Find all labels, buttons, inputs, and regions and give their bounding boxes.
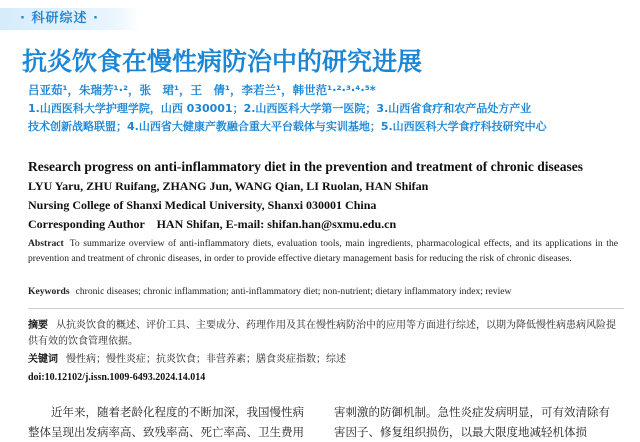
body-text-left-column: 近年来，随着老龄化程度的不断加深，我国慢性病整体呈现出发病率高、致残率高、死亡率高、卫生费用 — [28, 405, 304, 439]
authors-en: LYU Yaru, ZHU Ruifang, ZHANG Jun, WANG Qian, LI Ruolan, HAN Shifan — [28, 179, 429, 193]
keywords-en-text: chronic diseases; chronic inflammation; anti-inflammatory diet; non-nutrient; dietary inflammatory index; review — [75, 286, 512, 297]
affiliation-line: 1.山西医科大学护理学院，山西 030001；2.山西医科大学第一医院；3.山西省食疗和农产品处方产业 — [28, 102, 532, 115]
abstract-cn — [28, 318, 618, 350]
abstract-en-text: To summarize overview of anti-inflammatory diets, evaluation tools, main ingredients, pharmacological effects, and its applications in the prevention and treatment of chronic diseases, in order to provide effective dietary management basis for reducing the risk of chronic diseases. — [28, 238, 618, 264]
abstract-cn-label: 摘要 — [28, 320, 48, 331]
article-title-en: Research progress on anti-inflammatory diet in the prevention and treatment of chronic diseases — [28, 159, 583, 174]
affiliation-line: 技术创新战略联盟；4.山西省大健康产教融合重大平台载体与实训基地；5.山西医科大学食疗科技研究中心 — [28, 120, 547, 133]
keywords-en — [28, 284, 628, 299]
doi[interactable]: doi:10.12102/j.issn.1009-6493.2024.14.014 — [28, 372, 206, 383]
section-tag: · 科研综述 · — [0, 8, 140, 30]
keywords-cn — [28, 352, 618, 368]
article-title-cn: 抗炎饮食在慢性病防治中的研究进展 — [22, 47, 423, 76]
keywords-cn-text: 慢性病；慢性炎症；抗炎饮食；非营养素；膳食炎症指数；综述 — [66, 354, 346, 365]
abstract-cn-text: 从抗炎饮食的概述、评价工具、主要成分、药理作用及其在慢性病防治中的应用等方面进行综述，以期为降低慢性病患病风险提供有效的饮食管理依据。 — [28, 320, 616, 347]
divider — [28, 308, 624, 309]
affiliations-cn — [28, 100, 633, 136]
abstract-en-label: Abstract — [28, 238, 64, 249]
abstract-en — [28, 236, 618, 266]
affiliation-en: Nursing College of Shanxi Medical University, Shanxi 030001 China — [28, 198, 377, 212]
keywords-en-label: Keywords — [28, 286, 70, 297]
keywords-cn-label: 关键词 — [28, 354, 58, 365]
body-text-right-column: 害刺激的防御机制。急性炎症发病明显，可有效清除有害因子、修复组织损伤，以最大限度地减轻机体损 — [334, 405, 610, 439]
corresponding-author: Corresponding Author HAN Shifan, E-mail: shifan.han@sxmu.edu.cn — [28, 217, 397, 231]
authors-cn: 吕亚茹¹，朱瑞芳¹·²，张 珺¹，王 倩¹，李若兰¹，韩世范¹·²·³·⁴·⁵* — [28, 83, 376, 97]
